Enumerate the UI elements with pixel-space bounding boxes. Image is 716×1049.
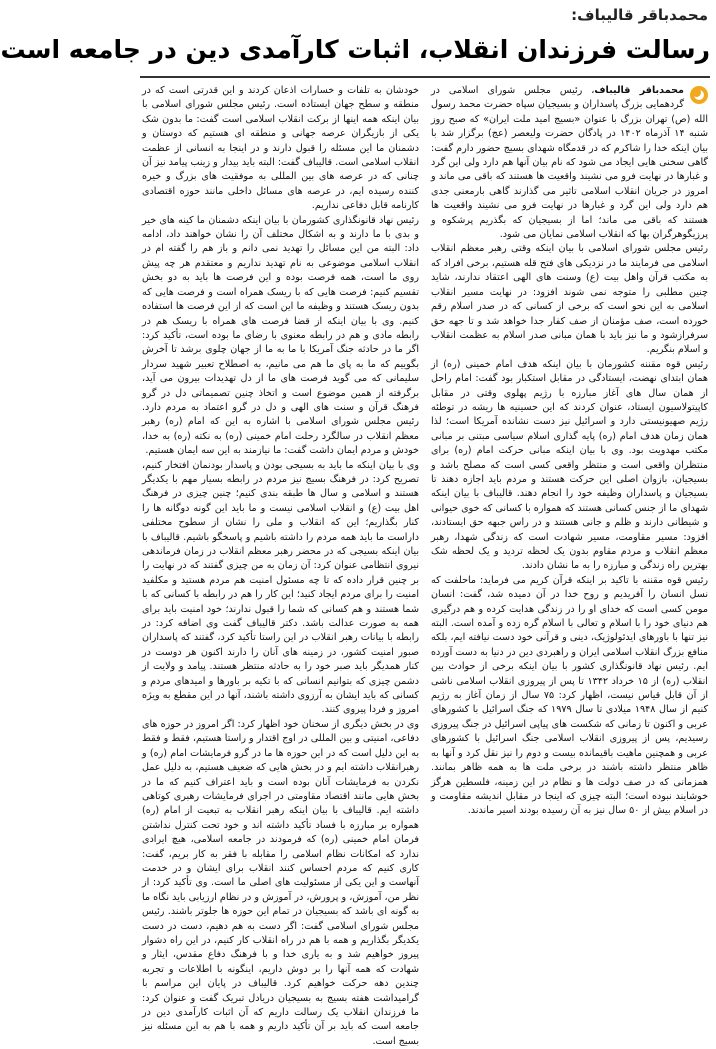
article-paragraph: وی با بیان اینکه ما باید به بسیجی بودن و پاسدار بودنمان افتخار کنیم، تصریح کرد: در فرهنگ بسیج نیز مردم در رابطه بسیار مهم با یکدیگر هستند و اسلامی و سال ها طبقه بندی کنیم؛ چنین چیزی در فرهنگ اهل بیت (ع) و انقلاب اسلامی نیست و ما باید این گونه دوگانه ها را کنار بگذاریم؛ این که انقلاب و ملی را نشان از سطوح مختلفی داراست ما باید همه مردم را داشته باشیم و پاسخگو باشیم. قالیباف با بیان اینکه بسیجی که در محضر رهبر معظم انقلاب در زمان فرماندهی نیروی انتظامی عنوان کرد: آن زمان به من چیزی گفتند که در نهایت را بر چنین قرار داده که تا چه مسئول امنیت هم مردم هستید و مکلفید امنیت را برای مردم ایجاد کنید؛ این کار را هم در رابطه با کسانی که با شما هستند و هم کسانی که شما را قبول ندارند؛ خود امنیت باید برای همه به صورت عدالت باشد. دکتر قالیباف گفت وی اضافه کرد: در رابطه با بیانات رهبر انقلاب در این راستا تأکید کرد، گفتند که پاسداران صبور امنیت کشور، در زمینه های آنان را دارند اکنون هر دوست در کنار همدیگر باید صبر خود را به حادثه منتظر هستند. پیامد و ولایت از دشمن چیزی که بتوانیم انسانی که با تکیه بر باورها و امیدهای مردم و کسانی که باید ایشان به آرزوی داشته باشند، آنها در این مقطع به ویژه امروز و فردا پیروی کنند. <box>142 459 419 716</box>
article-body <box>142 84 709 1047</box>
article-paragraph: رئیس قوه مقننه با تاکید بر اینکه قرآن کریم می فرماید: ماحلفت که نسل انسان را آفریدیم و روح خدا در آن دمیده شد، گفت: انسان مومن کسی است که خدای او را در زندگی هدایت کرده و هم درگیری هم دنیای خود را با اسلام و تعالی با اسلام گره زده و آمده است. البته نیز تنها با باورهای ایدئولوژیک، دینی و قرآنی خود دست نیافته ایم، بلکه منافع بزرگ انقلاب اسلامی ایران و راهبردی دین در دنیا به دست آورده ایم. رئیس نهاد قانونگذاری کشور با بیان اینکه برخی از حوادث بین انقلاب (ره) از ۱۵ خرداد ۱۳۴۲ تا پس از پیروزی انقلاب اسلامی ناشی از آن قابل قیاس نیست، اظهار کرد: ۷۵ سال از زمان آغاز به رژیم کنیم از سال ۱۹۴۸ میلادی تا سال ۱۹۷۹ که جنگ اسرائیل با کشورهای عربی و اکنون تا زمانی که شکست های پیاپی اسرائیل در جنگ پیروزی رسیدیم، پس از پیروزی انقلاب اسلامی جنگ اسرائیل با کشورهای عربی و همچنین ماهیت باقیمانده بیست و دوم را نیز نقل کرد و آنها به ظاهر منتظر داشته باشند در برخی ملت ها به همه ظاهر بمانند. همزمانی که در صف دولت ها و نظام در این زمینه، فلسطین هرگز خوشایند نبوده است؛ البته چیزی که اینجا در مقابل اندیشه مقاومت و در اسلام بیش از ۵۰ سال نیز به آن رسیده بودند اسیر ماندند. <box>431 574 709 817</box>
article-paragraph: رئیس مجلس شورای اسلامی با بیان اینکه وقتی رهبر معظم انقلاب اسلامی می فرمایند ما در نزدیکی های فتح قله هستیم، برخی افراد که به مکتب قرآن واهل بیت (ع) وسنت های الهی اعتقاد ندارند، شاید چنین مطلبی را متوجه نمی شوند افزود: در نهایت مسیر انقلاب اسلامی به این نحو است که برخی از کسانی که در صدر اسلام رقم خورده است، صف مؤمنان از صف کفار جدا خواهد شد و تا جهه حق سرفرازشود و ما نیز باید با همان مبانی صدر اسلام به عظمت انقلاب و اسلام بنگریم. <box>431 243 708 356</box>
article-kicker: محمدباقر قالیباف: <box>571 6 708 24</box>
article-paragraph: خودشان به تلفات و خسارات اذعان کردند و این قدرتی است که در منطقه و سطح جهان ایستاده است. رئیس مجلس شورای اسلامی با بیان اینکه همه اینها از برکت انقلاب اسلامی است گفت: ما بدون شک یکی از بازیگران عرصه جهانی و منطقه ای هستیم که دوستان و دشمنان ما این مسئله را قبول دارند و در اینجا به انسانی از عظمت انقلاب اسلامی است. قالیباف گفت: البته باید بیدار و زینب پیامد نیز آن چنانی که در عرصه های بین المللی به موفقیت های بزرگ و خیره کننده رسیده ایم، در عرصه های مسائل داخلی مانند حوزه اقتصادی کارنامه قابل دفاعی نداریم. <box>142 85 419 212</box>
article-headline: رسالت فرزندان انقلاب، اثبات کارآمدی دین در جامعه است <box>0 35 710 64</box>
article-paragraph: رئیس قوه مقننه کشورمان با بیان اینکه هدف امام خمینی (ره) از همان ابتدای نهضت، ایستادگی در مقابل استکبار بود گفت: امام راحل از همان سال های آغاز مبارزه با رژیم پهلوی وقتی در مقابل کاپیتولاسیون ایستاد، عنوان کردند که این حسینیه ها ریشه در توطئه رژیم صهیونیستی دارد و اسرائیل نیز دست نشانده آمریکا است؛ لذا همان زمان هدف امام (ره) پایه گذاری اسلام سیاسی مبتنی بر مبانی مکتب مهدویت بود. وی با بیان اینکه مبانی حرکت امام (ره) برای منتظران واقعی است و منتظر واقعی کسی است که مصلح باشد و بسیجیان، بازوان اصلی این حرکت هستند و مردم باید اجازه دهند تا بسیجیان و پاسداران وظیفه خود را انجام دهند. قالیباف با بیان اینکه شهدای ما از جنس کسانی هستند که همواره با کسانی که خوی حیوانی و شیطانی دارند و ظلم و جانی هستند و در راس جبهه حق ایستادند، افزود: مسیر مقاومت، مسیر شهادت است که زندگی شهدا، رهبر معظم انقلاب و مردم مقاوم بدون یک لحظه تردید و یک لحظه شک بهترین راه زندگی و مبارزه را به ما نشان دادند. <box>431 358 708 572</box>
article-paragraph: رئیس نهاد قانونگذاری کشورمان با بیان اینکه دشمنان ما کینه های خیر و بدی با ما دارند و به اشکال مختلف آن را نشان خواهند داد، ادامه داد: البته من این مسائل را تهدید نمی دانم و باز هم را گفته ام در انقلاب اسلامی موضوعی به نام تهدید نداریم و معتقدم هر چه پیش روی ما است، همه فرصت بوده و این فرصت ها باید به دو بخش تقسیم کنیم: فرصت هایی که با ریسک همراه است و فرصت هایی که بدون ریسک هستند و وظیفه ما این است که از این فرصت ها استفاده کنیم. وی با بیان اینکه از قضا فرصت های همراه با ریسک هم در رابطه مادی و هم در رابطه معنوی با رضای ما بوده است، تأکید کرد: اگر ما در حادثه جنگ آمریکا با ما به ما از جهان چلوی برشد تا آخرش بگوییم که ما به پای ما هم می مانیم، به اصطلاح تعبیر شهید سردار سلیمانی که می گوید فرصت های ما از دل تهدیدات بیرون می آید، برگرفته از همین موضوع است و اتخاذ چنین تصمیماتی دل در گرو فرهنگ قرآن و سنت های الهی و دل در گرو اعتماد به مردم دارد. رئیس مجلس شورای اسلامی با اشاره به این که امام (ره) رهبر معظم انقلاب در سالگرد رحلت امام خمینی (ره) به نکته (ره) به خدا، خودش و مردم ایمان داشت گفت: ما نیازمند به این سه ایمان هستیم. <box>142 214 419 457</box>
headline-divider <box>140 76 710 78</box>
article-column-left <box>142 84 419 1047</box>
article-byline: محمدباقر قالیباف <box>594 85 684 96</box>
article-column-right <box>431 84 708 924</box>
article-paragraph: محمدباقر قالیباف، رئیس مجلس شورای اسلامی در گردهمایی بزرگ پاسداران و بسیجیان سپاه حضرت محمد رسول الله (ص) تهران بزرگ با عنوان «بسیج امید ملت ایران» که صبح روز شنبه ۱۴ آذرماه ۱۴۰۲ در پادگان حضرت ولیعصر (عج) برگزار شد با بیان اینکه خدا را شاکرم که در قدمگاه شهدای بسیج حضور دارم گفت: گاهی سخنی هایی ایجاد می شود که نام بیان آنها هم دارد ولی این گرد و غبارها در نهایت فرو می نشیند واقعیت ها هستند که باقی می ماند و امروز در جریان انقلاب اسلامی تاثیر می گذارند گاهی بارمعنی جدی هم دارد ولی این گرد و غبارها در نهایت فرو می نشیند واقعیت ها هستند که باقی می ماند؛ اما از بسیجیان که بگذریم پرشکوه و پرزیگوهرگران بها که انقلاب اسلامی نمایان می شود. <box>431 85 709 241</box>
publication-logo-icon <box>690 86 708 104</box>
article-paragraph: وی در بخش دیگری از سخنان خود اظهار کرد: اگر امروز در حوزه های دفاعی، امنیتی و بین المللی در اوج اقتدار و راستا هستیم، فقط و فقط به این دلیل است که در این حوزه ها ما در گرو فرمایشات امام (ره) و رهبرانقلاب داشته ایم و در بخش هایی که ضعیف هستیم، به دلیل عمل نکردن به فرمایشات آنان بوده است و باید اعتراف کنیم که ما در بخش هایی مانند اقتصاد مقاومتی در اجرای فرمایشات رهبری کوتاهی داشته ایم. قالیباف با بیان اینکه رهبر انقلاب به تبعیت از امام (ره) همواره بر مبارزه با فساد تأکید داشته اند و خود تحت کنترل نداشتن فرمان امام خمینی (ره) که فرمودند در جامعه اسلامی، هیچ ایرادی ندارد که امکانات نظام اسلامی را مقابله با فقر به کار بریم، گفت: کاری کنیم که مردم احساس کنند انقلاب برای ایشان و در خدمت آنهاست و این یکی از مسئولیت های اصلی ما است. وی تأکید کرد: از نظر من، آموزش، و پرورش، در آموزش و در نظام ارزیابی باید نگاه ما به گونه ای باشد که بسیجیان در تمام این حوزه ها جلوتر باشند. رئیس مجلس شورای اسلامی گفت: اگر دست به هم دهیم، دست در دست یکدیگر بگذاریم و همه با هم در راه انقلاب کار کنیم، در این راه دشوار پیروز خواهیم شد و به یاری خدا و با فرهنگ دفاع مقدس، ایثار و شهادت که همه آنها را بر دوش داریم، اینگونه با اطلاعات و تجربه چندین دهه حرکت خواهیم کرد. قالیباف در پایان این مراسم با گرامیداشت هفته بسیج به بسیجیان دریادل تبریک گفت و عنوان کرد: ما فرزندان انقلاب یک رسالت داریم که آن اثبات کارآمدی دین در جامعه است که باید بر آن تأکید داریم و همه با هم به این مسئله نیز بسیج است. <box>142 718 419 1047</box>
